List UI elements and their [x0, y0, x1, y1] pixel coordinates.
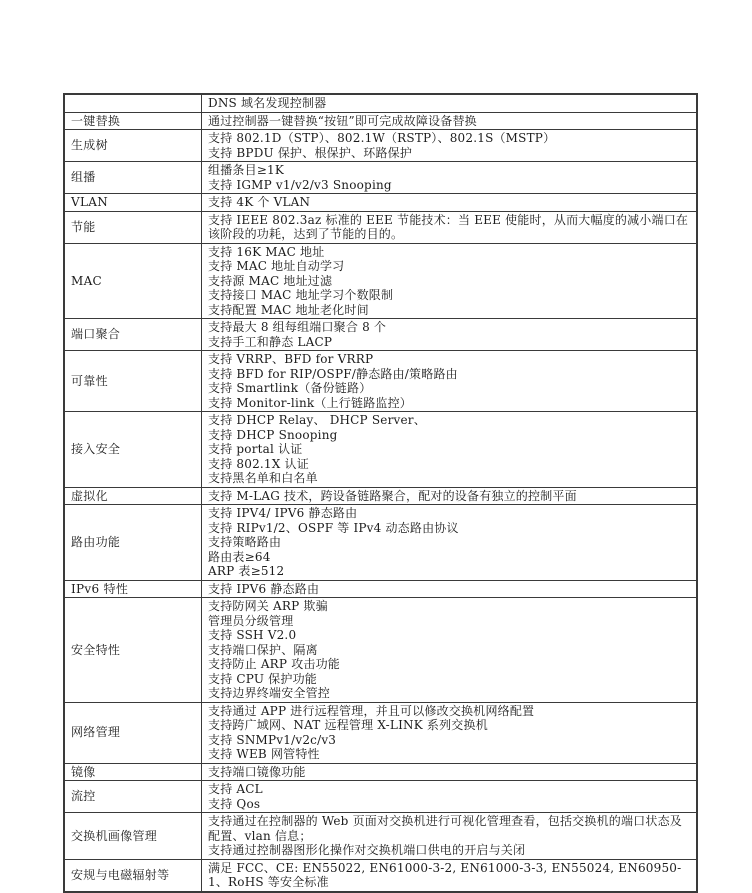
spec-line: 满足 FCC、CE: EN55022, EN61000-3-2, EN61000-3-3, EN55024, EN60950-1、RoHS 等安全标准: [208, 860, 682, 889]
spec-line: ARP 表≥512: [208, 564, 285, 578]
spec-line: 支持跨广域网、NAT 远程管理 X-LINK 系列交换机: [208, 718, 488, 732]
spec-category-cell: 流控: [65, 781, 202, 812]
spec-line: 支持 16K MAC 地址: [208, 244, 325, 259]
spec-line: 支持防网关 ARP 欺骗: [208, 599, 328, 613]
table-row-multicast: [65, 161, 696, 193]
spec-line: 支持最大 8 组每组端口聚合 8 个: [208, 320, 387, 334]
spec-line: 支持 DHCP Relay、 DHCP Server、: [208, 413, 426, 427]
spec-line: 组播条目≥1K: [208, 163, 285, 177]
spec-value-cell: [202, 781, 696, 812]
spec-category-cell: 镜像: [65, 764, 202, 781]
table-row-virtualization: [65, 487, 696, 505]
spec-category-cell: 节能: [65, 212, 202, 243]
spec-category-cell: 安规与电磁辐射等: [65, 860, 202, 891]
spec-category-cell: 一键替换: [65, 113, 202, 130]
table-row-dns: [65, 95, 696, 112]
spec-line: 支持 RIPv1/2、OSPF 等 IPv4 动态路由协议: [208, 520, 459, 535]
table-row-ipv6: [65, 580, 696, 598]
spec-line: 支持 Qos: [208, 796, 261, 811]
spec-category-cell: 可靠性: [65, 351, 202, 411]
table-row-vlan: [65, 193, 696, 211]
spec-category-cell: 交换机画像管理: [65, 813, 202, 859]
spec-value-cell: [202, 212, 696, 243]
spec-value-cell: [202, 194, 696, 211]
spec-category-cell: 安全特性: [65, 598, 202, 702]
spec-value-cell: [202, 703, 696, 763]
table-row-reliability: [65, 350, 696, 411]
spec-category-cell: 网络管理: [65, 703, 202, 763]
spec-line: 支持 IPV6 静态路由: [208, 581, 320, 596]
spec-value-cell: [202, 581, 696, 598]
spec-category-cell: 端口聚合: [65, 319, 202, 350]
spec-line: 支持源 MAC 地址过滤: [208, 273, 333, 288]
spec-value-cell: [202, 244, 696, 319]
spec-line: 支持 IGMP v1/v2/v3 Snooping: [208, 177, 392, 192]
spec-value-cell: [202, 412, 696, 487]
spec-line: 支持 DHCP Snooping: [208, 427, 338, 442]
spec-value-cell: [202, 113, 696, 130]
table-row-flow-control: [65, 780, 696, 812]
spec-value-cell: [202, 488, 696, 505]
spec-line: 支持 802.1D（STP）、802.1W（RSTP）、802.1S（MSTP）: [208, 131, 556, 145]
switch-spec-table: [63, 93, 698, 893]
spec-line: 支持 WEB 网管特性: [208, 747, 320, 761]
table-row-spanning-tree: [65, 129, 696, 161]
table-row-access-security: [65, 411, 696, 487]
spec-line: 支持通过控制器图形化操作对交换机端口供电的开启与关闭: [208, 843, 526, 857]
spec-category-cell: MAC: [65, 244, 202, 319]
spec-category-cell: 生成树: [65, 130, 202, 161]
spec-line: 支持 4K 个 VLAN: [208, 195, 311, 209]
spec-category-cell: 路由功能: [65, 505, 202, 580]
spec-value-cell: [202, 319, 696, 350]
spec-category-cell: 接入安全: [65, 412, 202, 487]
spec-line: 支持端口镜像功能: [208, 764, 306, 779]
spec-line: 支持 Smartlink（备份链路）: [208, 381, 372, 395]
spec-value-cell: [202, 505, 696, 580]
spec-line: 路由表≥64: [208, 549, 271, 564]
spec-line: 支持 ACL: [208, 782, 263, 796]
spec-value-cell: [202, 162, 696, 193]
spec-line: 支持通过在控制器的 Web 页面对交换机进行可视化管理查看，包括交换机的端口状态及配置、vlan 信息；: [208, 814, 682, 843]
spec-category-cell: 虚拟化: [65, 488, 202, 505]
spec-line: 支持 VRRP、BFD for VRRP: [208, 352, 374, 366]
table-row-link-aggregation: [65, 318, 696, 350]
spec-value-cell: [202, 130, 696, 161]
spec-line: DNS 域名发现控制器: [208, 96, 327, 110]
table-row-energy-saving: [65, 211, 696, 243]
spec-line: 支持 M-LAG 技术，跨设备链路聚合，配对的设备有独立的控制平面: [208, 488, 577, 503]
spec-category-cell: VLAN: [65, 194, 202, 211]
spec-line: 支持策略路由: [208, 535, 282, 549]
spec-line: 支持 BPDU 保护、根保护、环路保护: [208, 145, 413, 160]
spec-value-cell: [202, 351, 696, 411]
table-row-one-key-replace: [65, 112, 696, 130]
spec-line: 支持 portal 认证: [208, 442, 303, 456]
spec-value-cell: [202, 860, 696, 891]
spec-value-cell: [202, 813, 696, 859]
spec-category-cell: [65, 95, 202, 112]
table-row-security-features: [65, 597, 696, 702]
spec-value-cell: [202, 598, 696, 702]
spec-line: 支持黑名单和白名单: [208, 471, 318, 485]
spec-line: 支持 BFD for RIP/OSPF/静态路由/策略路由: [208, 366, 458, 381]
spec-line: 支持防止 ARP 攻击功能: [208, 657, 341, 671]
spec-value-cell: [202, 95, 696, 112]
table-row-switch-portrait-management: [65, 812, 696, 859]
spec-value-cell: [202, 764, 696, 781]
table-row-safety-emc: [65, 859, 696, 891]
spec-line: 支持手工和静态 LACP: [208, 334, 333, 349]
spec-line: 支持 Monitor-link（上行链路监控）: [208, 395, 413, 410]
spec-line: 支持配置 MAC 地址老化时间: [208, 302, 369, 317]
spec-line: 支持 MAC 地址自动学习: [208, 259, 345, 273]
spec-line: 支持接口 MAC 地址学习个数限制: [208, 288, 394, 302]
spec-category-cell: 组播: [65, 162, 202, 193]
spec-line: 支持边界终端安全管控: [208, 686, 331, 700]
spec-line: 管理员分级管理: [208, 613, 294, 628]
spec-line: 支持 802.1X 认证: [208, 456, 309, 471]
table-row-mirroring: [65, 763, 696, 781]
spec-line: 通过控制器一键替换“按钮”即可完成故障设备替换: [208, 113, 477, 128]
table-row-network-management: [65, 702, 696, 763]
spec-line: 支持 SNMPv1/v2c/v3: [208, 732, 337, 747]
table-row-routing: [65, 504, 696, 580]
spec-line: 支持通过 APP 进行远程管理，并且可以修改交换机网络配置: [208, 703, 535, 718]
spec-line: 支持 SSH V2.0: [208, 628, 297, 642]
spec-line: 支持 IPV4/ IPV6 静态路由: [208, 506, 358, 520]
spec-category-cell: IPv6 特性: [65, 581, 202, 598]
spec-line: 支持 CPU 保护功能: [208, 671, 317, 686]
spec-line: 支持端口保护、隔离: [208, 642, 318, 657]
spec-line: 支持 IEEE 802.3az 标准的 EEE 节能技术：当 EEE 使能时，从而大幅度的减小端口在该阶段的功耗，达到了节能的目的。: [208, 212, 689, 241]
table-row-mac: [65, 243, 696, 319]
